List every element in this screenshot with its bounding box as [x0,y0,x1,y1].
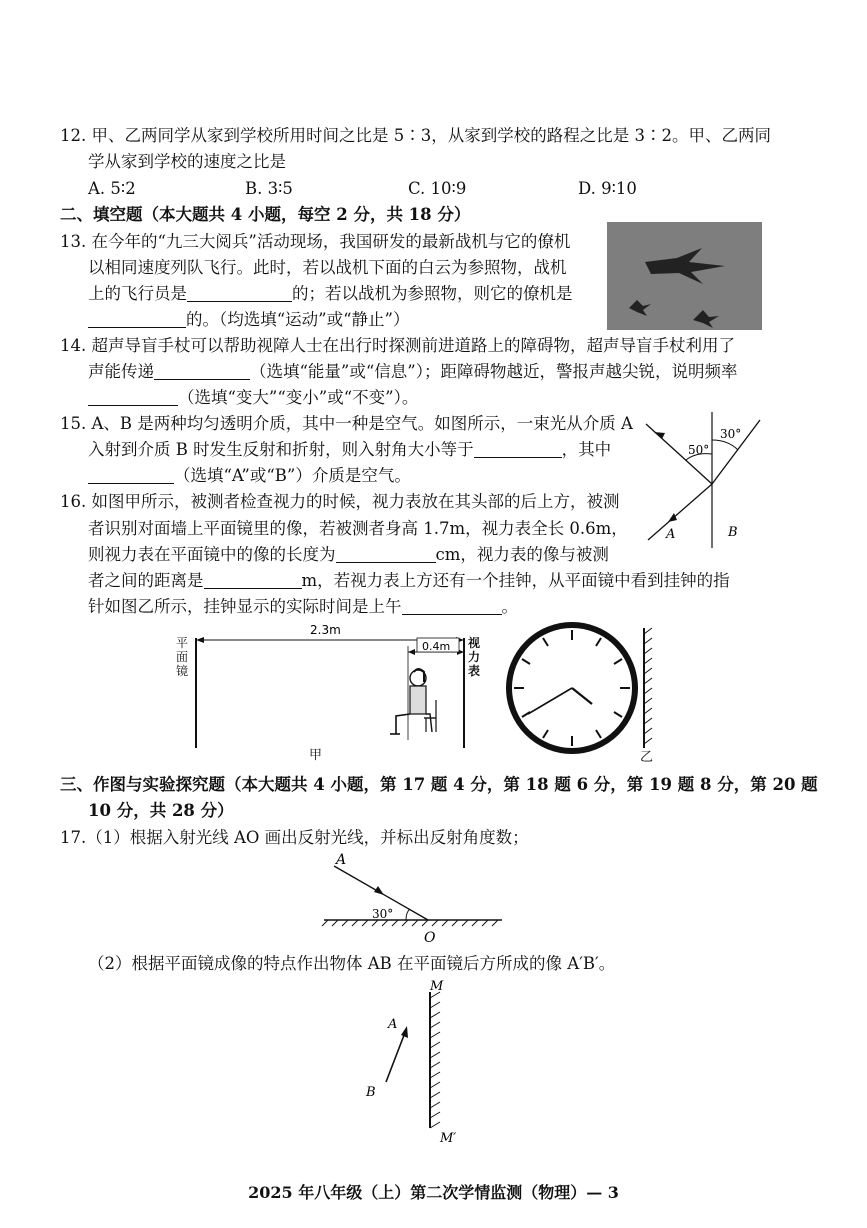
q17-part2: （2）根据平面镜成像的特点作出物体 AB 在平面镜后方所成的像 A′B′。 [88,954,616,973]
q15-line1: 15. A、B 是两种均匀透明介质，其中一种是空气。如图所示，一束光从介质 A [60,414,633,433]
section2-title: 二、填空题（本大题共 4 小题，每空 2 分，共 18 分） [60,205,471,224]
q13-line3: 上的飞行员是 的；若以战机为参照物，则它的僚机是 [88,284,573,303]
section3-line1: 三、作图与实验探究题（本大题共 4 小题，第 17 题 4 分，第 18 题 6 分，第 19 题 8 分，第 20 题 [60,775,818,794]
q12-option-c: C. 10∶9 [408,179,467,198]
q17-label-b: B [366,1085,376,1100]
q15-line2: 入射到介质 B 时发生反射和折射，则入射角大小等于 ，其中 [88,440,612,459]
q14-line3: （选填“变大”“变小”或“不变”）。 [88,386,418,410]
q16-caption-yi: 乙 [640,750,654,765]
q13-blank2[interactable] [88,309,186,328]
q12-option-d: D. 9∶10 [578,179,637,198]
q16-line5: 针如图乙所示，挂钟显示的实际时间是上午 。 [88,597,518,616]
q16-line4: 者之间的距离是 m，若视力表上方还有一个挂钟，从平面镜中看到挂钟的指 [88,571,730,590]
q14-blank2[interactable] [88,387,178,406]
q12-option-a: A. 5∶2 [88,179,136,198]
q14-line1: 14. 超声导盲手杖可以帮助视障人士在出行时探测前进道路上的障碍物，超声导盲手杖利用了 [60,336,735,355]
q15-angle1: 50° [688,443,710,457]
q16-dist-small: 0.4m [422,640,451,653]
q16-blank2[interactable] [204,570,302,589]
q17-label-a2: A [388,1017,398,1032]
q13-line4: 的。（均选填“运动”或“静止”） [88,308,410,332]
q14-blank1[interactable] [154,361,250,380]
q13-line1: 13. 在今年的“九三大阅兵”活动现场，我国研发的最新战机与它的僚机 [60,232,571,251]
q15-angle2: 30° [720,427,742,441]
q15-blank2[interactable] [88,465,174,484]
q16-line3: 则视力表在平面镜中的像的长度为 cm，视力表的像与被测 [88,545,609,564]
q16-mirror-label: 平面镜 [176,636,189,678]
q16-dist-total: 2.3m [310,623,341,637]
q15-label-a: A [666,527,676,542]
q12-line1: 12. 甲、乙两同学从家到学校所用时间之比是 5∶3，从家到学校的路程之比是 3∶2。甲、乙两同 [60,126,771,145]
q15-blank1[interactable] [474,439,562,458]
q15-line3: （选填“A”或“B”）介质是空气。 [88,464,411,488]
q13-line2: 以相同速度列队飞行。此时，若以战机下面的白云为参照物，战机 [88,258,567,277]
q17-label-o: O [424,930,436,946]
q15-refraction-diagram [640,410,780,550]
q16-blank3[interactable] [402,596,502,615]
q16-caption-jia: 甲 [309,748,323,763]
q13-jets-photo [607,222,762,330]
q16-chart-label: 视力表 [468,636,481,678]
q16-line2: 者识别对面墙上平面镜里的像，若被测者身高 1.7m，视力表全长 0.6m， [88,519,628,538]
q17-label-m2: M′ [440,1131,457,1146]
q16-line1: 16. 如图甲所示，被测者检查视力的时候，视力表放在其头部的后上方，被测 [60,492,620,511]
q17-mirror-diagram [360,978,470,1148]
q16-figure-jia [170,620,490,760]
q17-label-m: M [430,979,444,994]
q14-line2: 声能传递 （选填“能量”或“信息”）；距障碍物越近，警报声越尖锐，说明频率 [88,362,738,381]
q13-blank1[interactable] [187,283,292,302]
section3-line2: 10 分，共 28 分） [88,801,234,820]
q17-angle: 30° [372,907,394,921]
q16-clock-figure [500,620,660,755]
q17-reflection-diagram [318,846,508,946]
page-footer: 2025 年八年级（上）第二次学情监测（物理）— 3 [248,1183,619,1202]
q17-label-a: A [336,852,347,868]
q16-blank1[interactable] [336,544,436,563]
q12-line2: 学从家到学校的速度之比是 [88,152,286,171]
q15-label-b: B [728,525,738,540]
q12-option-b: B. 3∶5 [245,179,293,198]
q17-part1: 17.（1）根据入射光线 AO 画出反射光线，并标出反射角度数； [60,828,529,847]
